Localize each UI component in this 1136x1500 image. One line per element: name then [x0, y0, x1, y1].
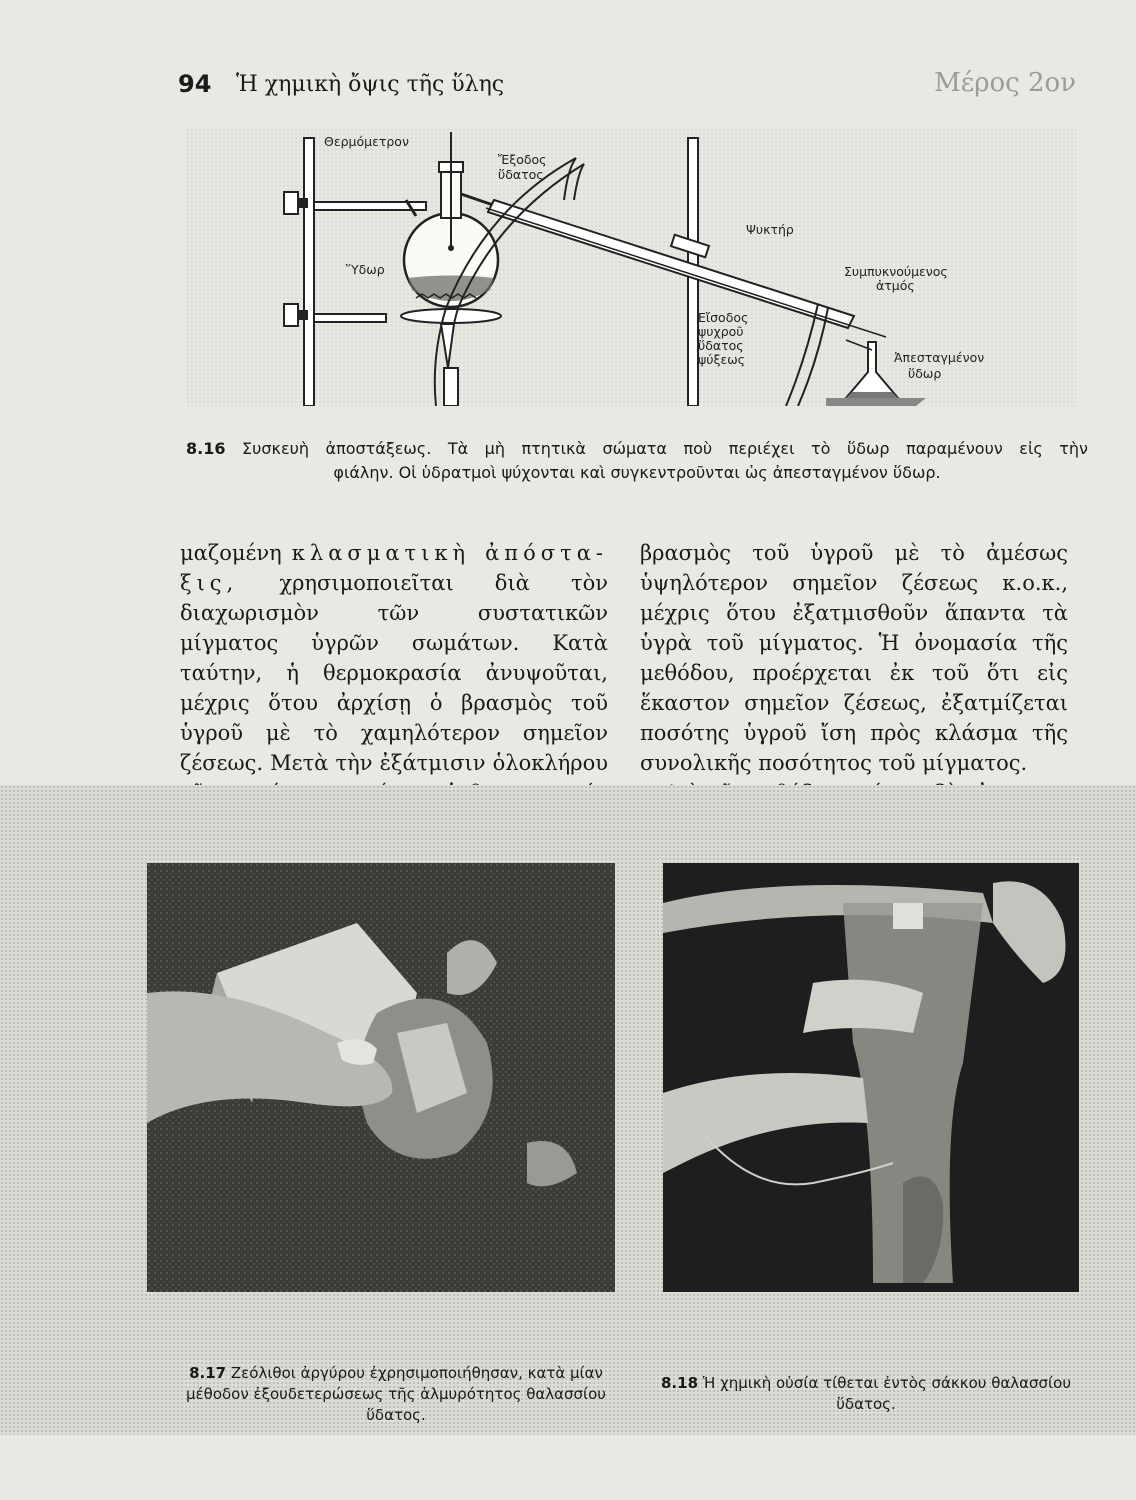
stand-rod-left [304, 138, 314, 406]
label-inlet-1: Εἴσοδος [698, 310, 749, 325]
label-water: Ὕδωρ [346, 262, 385, 277]
right-paragraph-1: βρασμὸς τοῦ ὑγροῦ μὲ τὸ ἀμέσως ὑψηλότερον σημεῖον ζέσεως κ.ο.κ., μέχρις ὅτου ἐξατμισθοῦν ἅπαντα τὰ ὑγρὰ τοῦ μίγματος. Ἡ ὀνομασία τῆς μεθόδου, προέρχεται ἐκ τοῦ ὅτι εἰς ἕκαστον σημεῖον ζέσεως, ἐξατμίζεται ποσότης ὑγροῦ ἴση πρὸς κλάσμα τῆς συνολικῆς ποσότητος τοῦ μίγματος. [640, 541, 1068, 775]
text-column-right [640, 538, 1068, 808]
label-condenser: Ψυκτήρ [746, 222, 794, 237]
caption-text-1: Συσκευὴ ἀποστάξεως. Τὰ μὴ πτητικὰ σώματα ποὺ περιέχει τὸ ὕδωρ παραμένουν εἰς τὴν [242, 439, 1088, 458]
page-number: 94 [178, 70, 212, 98]
left-start: μαζομένη [180, 541, 282, 565]
label-vapor-1: Συμπυκνούμενος [844, 264, 948, 279]
caption-text-8-17: Ζεόλιθοι ἀργύρου ἐχρησιμοποιήθησαν, κατὰ μίαν μέθοδον ἐξουδετερώσεως τῆς ἁλμυρότητος θαλασσίου ὕδατος. [186, 1364, 606, 1424]
caption-text-8-18: Ἡ χημικὴ οὐσία τίθεται ἐντὸς σάκκου θαλασσίου ὕδατος. [702, 1374, 1071, 1413]
caption-line-1 [186, 437, 1088, 461]
running-title: Ἡ χημικὴ ὄψις τῆς ὕλης [236, 72, 505, 97]
label-water-out-2: ὕδατος [498, 167, 544, 182]
label-inlet-2: ψυχροῦ [698, 324, 744, 339]
distillation-diagram [186, 128, 1076, 406]
label-distilled-1: Ἀπεσταγμένον [894, 350, 985, 365]
photo-zeolites [147, 863, 615, 1292]
caption-number-8-17: 8.17 [189, 1364, 227, 1382]
part-label: Μέρος 2ον [934, 68, 1076, 98]
photo-chemical-bag [663, 863, 1079, 1292]
label-vapor-2: ἀτμός [876, 278, 915, 293]
term-fractional-distillation: κλασματικὴ ἀπόστα-ξις, [180, 541, 608, 595]
left-rest: χρησιμοποιεῖται διὰ τὸν διαχωρισμὸν τῶν συστατικῶν μίγματος ὑγρῶν σωμάτων. Κατὰ ταύτην, ἡ θερμοκρασία ἀνυψοῦται, μέχρις ὅτου ἀρχίσῃ ὁ βρασμὸς τοῦ ὑγροῦ μὲ τὸ χαμηλότερον σημεῖον ζέσεως. Μετὰ τὴν ἐξάτμισιν ὁλοκλήρου [180, 571, 608, 775]
caption-number: 8.16 [186, 439, 226, 458]
support-ring [401, 309, 501, 323]
page-header [0, 62, 1136, 106]
label-inlet-4: ψύξεως [698, 352, 746, 367]
label-distilled-2: ὕδωρ [908, 366, 942, 381]
label-inlet-3: ὕδατος [698, 338, 744, 353]
figure-8-17-caption [178, 1363, 614, 1426]
label-thermometer: Θερμόμετρον [324, 134, 409, 149]
caption-number-8-18: 8.18 [661, 1374, 699, 1392]
label-water-out-1: Ἔξοδος [498, 152, 547, 167]
figure-8-16-caption [186, 437, 1088, 485]
figure-8-18-caption [648, 1373, 1084, 1415]
caption-line-2: φιάλην. Οἱ ὑδρατμοὶ ψύχονται καὶ συγκεντροῦνται ὡς ἀπεσταγμένον ὕδωρ. [333, 463, 941, 482]
distillation-figure [186, 128, 1076, 406]
